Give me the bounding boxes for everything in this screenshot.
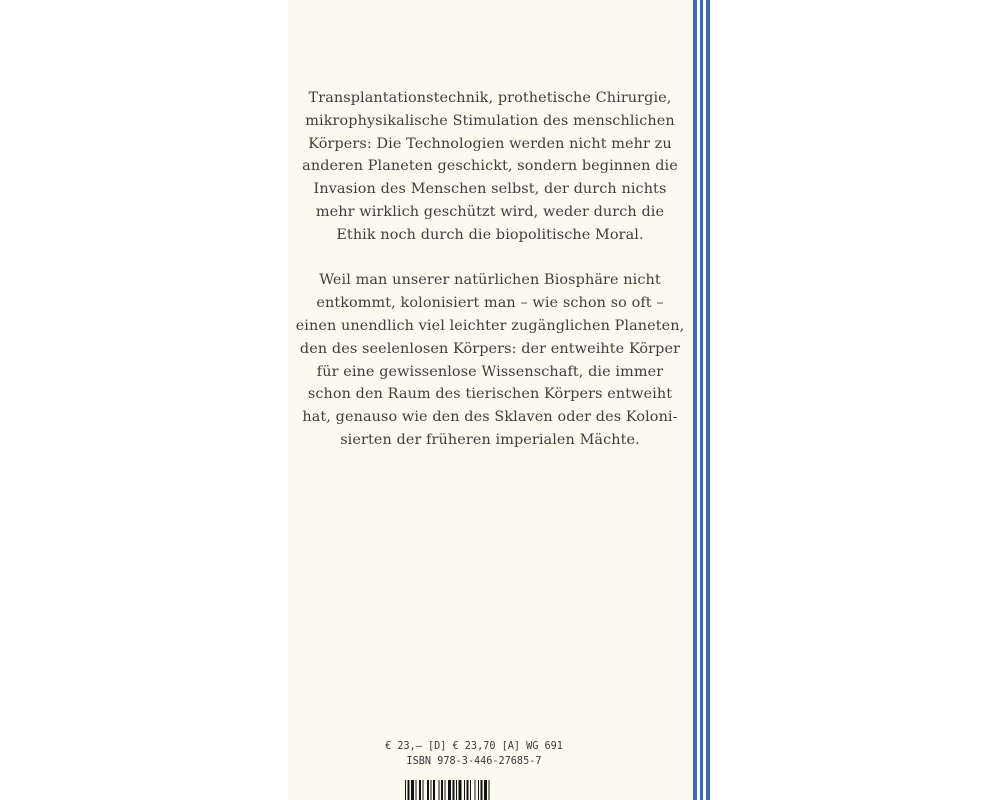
blurb-line: Invasion des Menschen selbst, der durch nichts bbox=[313, 181, 667, 198]
blurb-line: Körpers: Die Technologien werden nicht mehr zu bbox=[308, 135, 672, 152]
barcode-icon bbox=[405, 780, 543, 800]
blurb-line: anderen Planeten geschickt, sondern beginnen die bbox=[302, 158, 678, 175]
edge-stripe bbox=[693, 0, 697, 800]
blurb-line: mehr wirklich geschützt wird, weder durch die bbox=[315, 203, 665, 220]
price-line: € 23,– [D] € 23,70 [A] WG 691 bbox=[385, 741, 563, 752]
edge-stripe bbox=[700, 0, 703, 800]
blurb-line: Transplantationstechnik, prothetische Chirurgie, bbox=[308, 90, 672, 106]
blurb-line: mikrophysikalische Stimulation des menschlichen bbox=[305, 112, 675, 129]
blurb-text bbox=[288, 87, 692, 452]
edge-stripe bbox=[706, 0, 710, 800]
price-info bbox=[288, 739, 660, 769]
back-cover bbox=[288, 0, 692, 800]
blurb-line: Weil man unserer natürlichen Biosphäre nicht bbox=[319, 272, 661, 289]
blurb-line: für eine gewissenlose Wissenschaft, die immer bbox=[316, 363, 664, 380]
blurb-line: Ethik noch durch die biopolitische Moral. bbox=[336, 226, 644, 243]
isbn-line: ISBN 978-3-446-27685-7 bbox=[406, 756, 542, 767]
blurb-line: einen unendlich viel leichter zugänglichen Planeten, bbox=[295, 317, 685, 334]
blurb-line: entkommt, kolonisiert man – wie schon so oft – bbox=[316, 295, 664, 312]
blurb-line: schon den Raum des tierischen Körpers entweiht bbox=[307, 386, 673, 403]
paragraph-gap bbox=[288, 247, 692, 270]
blurb-line: sierten der früheren imperialen Mächte. bbox=[340, 431, 640, 448]
blurb-line: den des seelenlosen Körpers: der entweihte Körper bbox=[299, 340, 681, 357]
blurb-line: hat, genauso wie den des Sklaven oder des Koloni- bbox=[302, 409, 678, 426]
book-edge-stripes bbox=[692, 0, 712, 800]
